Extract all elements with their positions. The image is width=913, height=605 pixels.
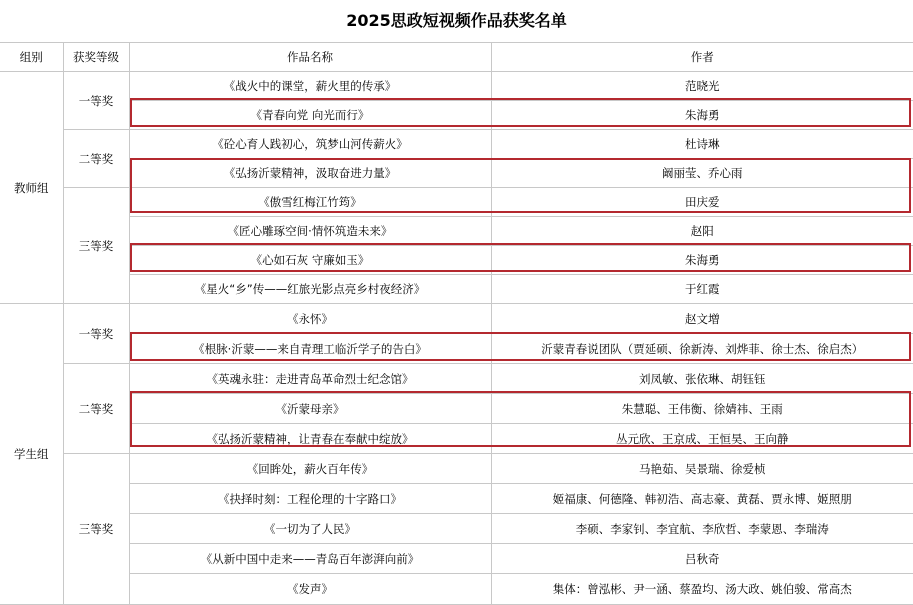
author-cell: 朱海勇 (491, 101, 913, 130)
level-cell: 二等奖 (63, 130, 129, 188)
work-cell: 《永怀》 (129, 304, 491, 334)
table-row (0, 246, 913, 275)
header-row (0, 43, 913, 72)
work-cell: 《青春向党 向光而行》 (129, 101, 491, 130)
work-cell: 《抉择时刻：工程伦理的十字路口》 (129, 484, 491, 514)
author-cell: 集体：曾泓彬、尹一涵、蔡盈均、汤大政、姚伯骏、常高杰 (491, 574, 913, 605)
awards-table (0, 42, 913, 605)
table-row (0, 424, 913, 454)
author-cell: 阚丽莹、乔心雨 (491, 159, 913, 188)
work-cell: 《一切为了人民》 (129, 514, 491, 544)
table-row (0, 544, 913, 574)
author-cell: 赵文増 (491, 304, 913, 334)
header-level: 获奖等级 (63, 43, 129, 72)
level-cell: 二等奖 (63, 364, 129, 454)
author-cell: 赵阳 (491, 217, 913, 246)
work-cell: 《回眸处，薪火百年传》 (129, 454, 491, 484)
work-cell: 《发声》 (129, 574, 491, 605)
author-cell: 杜诗琳 (491, 130, 913, 159)
level-cell: 三等奖 (63, 454, 129, 605)
work-cell: 《根脉·沂蒙——来自青理工临沂学子的告白》 (129, 334, 491, 364)
author-cell: 丛元欣、王京成、王恒昊、王向静 (491, 424, 913, 454)
author-cell: 范晓光 (491, 72, 913, 101)
table-row (0, 394, 913, 424)
group-cell-student: 学生组 (0, 304, 63, 605)
table-row (0, 334, 913, 364)
table-row (0, 72, 913, 101)
table-row (0, 188, 913, 217)
author-cell: 朱海勇 (491, 246, 913, 275)
work-cell: 《英魂永驻：走进青岛革命烈士纪念馆》 (129, 364, 491, 394)
author-cell: 马艳茹、吴景瑞、徐爱桢 (491, 454, 913, 484)
work-cell: 《匠心雕琢空间·情怀筑造未来》 (129, 217, 491, 246)
work-cell: 《弘扬沂蒙精神，汲取奋进力量》 (129, 159, 491, 188)
page-title: 2025思政短视频作品获奖名单 (346, 11, 567, 30)
group-cell-teacher: 教师组 (0, 72, 63, 304)
table-row (0, 574, 913, 605)
author-cell: 于红霞 (491, 275, 913, 304)
table-row (0, 159, 913, 188)
work-cell: 《心如石灰 守廉如玉》 (129, 246, 491, 275)
level-cell: 一等奖 (63, 304, 129, 364)
table-row (0, 364, 913, 394)
author-cell: 姬福康、何德隆、韩初浩、高志豪、黄磊、贾永博、姬照朋 (491, 484, 913, 514)
work-cell: 《砼心育人践初心，筑梦山河传薪火》 (129, 130, 491, 159)
author-cell: 朱慧聪、王伟衡、徐婧祎、王雨 (491, 394, 913, 424)
header-work: 作品名称 (129, 43, 491, 72)
work-cell: 《从新中国中走来——青岛百年澎湃向前》 (129, 544, 491, 574)
table-row (0, 130, 913, 159)
author-cell: 李硕、李家钊、李宜航、李欣哲、李蒙恩、李瑞涛 (491, 514, 913, 544)
table-row (0, 101, 913, 130)
level-cell: 三等奖 (63, 188, 129, 304)
author-cell: 沂蒙青春说团队（贾延硕、徐新涛、刘烨菲、徐士杰、徐启杰） (491, 334, 913, 364)
table-row (0, 217, 913, 246)
header-group: 组别 (0, 43, 63, 72)
work-cell: 《沂蒙母亲》 (129, 394, 491, 424)
table-row (0, 454, 913, 484)
level-cell: 一等奖 (63, 72, 129, 130)
work-cell: 《傲雪红梅江竹筠》 (129, 188, 491, 217)
table-row (0, 275, 913, 304)
work-cell: 《星火“乡”传——红旅光影点亮乡村夜经济》 (129, 275, 491, 304)
table-row (0, 514, 913, 544)
table-row (0, 304, 913, 334)
author-cell: 刘凤敏、张依琳、胡钰钰 (491, 364, 913, 394)
work-cell: 《战火中的课堂，薪火里的传承》 (129, 72, 491, 101)
author-cell: 田庆爱 (491, 188, 913, 217)
author-cell: 吕秋奇 (491, 544, 913, 574)
table-row (0, 484, 913, 514)
work-cell: 《弘扬沂蒙精神，让青春在奉献中绽放》 (129, 424, 491, 454)
header-author: 作者 (491, 43, 913, 72)
